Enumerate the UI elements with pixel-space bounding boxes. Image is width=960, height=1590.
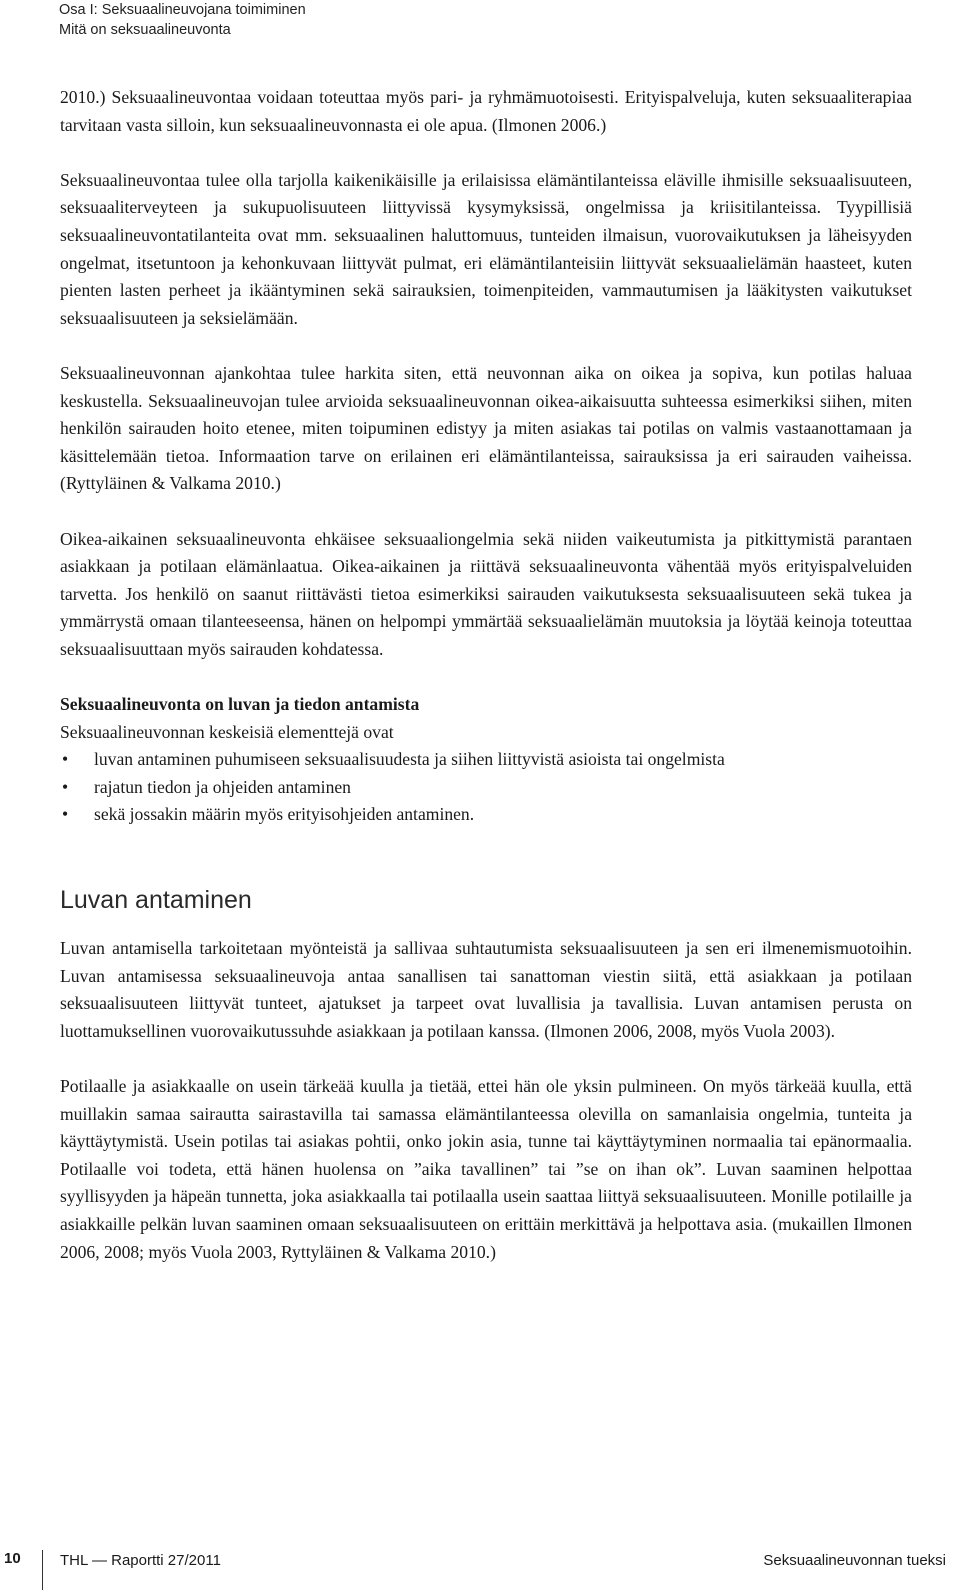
- paragraph-3: Seksuaalineuvonnan ajankohtaa tulee harkita siten, että neuvonnan aika on oikea ja sopiva, kun potilas haluaa keskustella. Seksuaalineuvojan tulee arvioida seksuaalineuvonnan oikea-aikaisuutta suhteessa esimerkiksi siihen, miten henkilön sairauden hoito etenee, miten toipuminen edistyy ja miten asiakas tai potilas on valmis vastaanottamaan ja käsittelemään tietoa. Informaation tarve on erilainen eri elämäntilanteissa, sairauksissa ja eri sairauden vaiheissa. (Ryttyläinen & Valkama 2010.): [60, 362, 912, 494]
- footer-divider: [42, 1550, 43, 1590]
- paragraph-1: 2010.) Seksuaalineuvontaa voidaan toteuttaa myös pari- ja ryhmämuotoisesti. Erityispalveluja, kuten seksuaaliterapiaa tarvitaan vasta silloin, kun seksuaalineuvonnasta ei ole apua. (Ilmonen 2006.): [60, 87, 912, 135]
- paragraph-4: Oikea-aikainen seksuaalineuvonta ehkäisee seksuaaliongelmia sekä niiden vaikeutumista ja pitkittymistä parantaen asiakkaan ja potilaan elämänlaatua. Oikea-aikainen ja riittävä seksuaalineuvonta vähentää myös erityispalveluiden tarvetta. Jos henkilö on saanut riittävästi tietoa esimerkiksi sairauden vaikutuksesta seksuaalisuuteen sekä tukea ja ymmärrystä omaan tilanteeseensa, hänen on helpompi ymmärtää seksuaalielämän muutoksia ja löytää keinoja toteuttaa seksuaalisuuttaan myös sairauden kohdatessa.: [60, 528, 912, 659]
- bullet-item: [60, 746, 912, 774]
- bullet-text: sekä jossakin määrin myös erityisohjeiden antaminen.: [94, 804, 475, 825]
- bullet-marker: •: [62, 749, 69, 770]
- subsection-paragraph-1: Luvan antamisella tarkoitetaan myönteistä ja sallivaa suhtautumista seksuaalisuuteen ja sen eri ilmenemismuotoihin. Luvan antamisessa seksuaalineuvoja antaa sanallisen tai sanattoman viestin siitä, että asiakkaan ja potilaan seksuaalisuuteen liittyvät tunteet, ajatukset ja tarpeet ovat luvallisia ja tavallisia. Luvan antamisen perusta on luottamuksellinen vuorovaikutussuhde asiakkaan ja potilaan kanssa. (Ilmonen 2006, 2008, myös Vuola 2003).: [60, 938, 912, 1041]
- bullet-item: [60, 801, 912, 829]
- section-block: [60, 691, 912, 829]
- section-intro: Seksuaalineuvonnan keskeisiä elementtejä ovat: [60, 721, 394, 742]
- bullet-list: [60, 746, 912, 829]
- publication-label: THL — Raportti 27/2011: [60, 1552, 221, 1569]
- paragraph-2: Seksuaalineuvontaa tulee olla tarjolla kaikenikäisille ja erilaisissa elämäntilanteissa eläville ihmisille seksuaalisuuteen, seksuaaliterveyteen ja sukupuolisuuteen liittyvissä kysymyksissä, ongelmissa ja kriisitilanteissa. Tyypillisiä seksuaalineuvontatilanteita ovat mm. seksuaalinen haluttomuus, tunteiden ilmaisun, vuorovaikutuksen ja läheisyyden ongelmat, itsetuntoon ja kehonkuvaan liittyvät pulmat, eri elämäntilanteisiin liittyvät seksuaalielämän haasteet, kuten pienten lasten perheet ja ikääntyminen sekä sairauksien, toimenpiteiden, vammautumisen ja lääkitysten vaikutukset seksuaalisuuteen ja seksielämään.: [60, 169, 912, 328]
- header-chapter-title: Mitä on seksuaalineuvonta: [59, 22, 231, 38]
- section-heading: Seksuaalineuvonta on luvan ja tiedon antamista: [60, 694, 420, 715]
- publication-title: Seksuaalineuvonnan tueksi: [763, 1552, 946, 1569]
- header-part-title: Osa I: Seksuaalineuvojana toimiminen: [59, 2, 306, 18]
- main-text: [60, 84, 912, 1294]
- page-footer: [0, 1538, 960, 1590]
- running-header: [59, 0, 306, 40]
- bullet-marker: •: [62, 804, 69, 825]
- bullet-text: rajatun tiedon ja ohjeiden antaminen: [94, 776, 351, 797]
- bullet-item: [60, 774, 912, 802]
- subsection-heading: Luvan antaminen: [60, 886, 252, 915]
- page-number: 10: [4, 1550, 21, 1567]
- bullet-marker: •: [62, 776, 69, 797]
- subsection-paragraph-2: Potilaalle ja asiakkaalle on usein tärkeää kuulla ja tietää, ettei hän ole yksin pulmineen. On myös tärkeää kuulla, että muillakin samaa sairautta sairastavilla tai samassa elämäntilanteessa olevilla on samanlaisia ongelmia, tunteita ja käyttäytymistä. Usein potilas tai asiakas pohtii, onko jokin asia, tunne tai käyttäytyminen normaalia tai epänormaalia. Potilaalle voi todeta, että hänen huolensa on ”aika tavallinen” tai ”se on ihan ok”. Luvan saaminen helpottaa syyllisyyden ja häpeän tunnetta, joka asiakkaalla tai potilaalla usein saattaa liittyä seksuaalisuuteen. Monille potilaille ja asiakkaille pelkän luvan saaminen omaan seksuaalisuuteen on erittäin merkittävä ja helpottava asia. (mukaillen Ilmonen 2006, 2008; myös Vuola 2003, Ryttyläinen & Valkama 2010.): [60, 1076, 912, 1262]
- bullet-text: luvan antaminen puhumiseen seksuaalisuudesta ja siihen liittyvistä asioista tai ongelmista: [94, 749, 725, 770]
